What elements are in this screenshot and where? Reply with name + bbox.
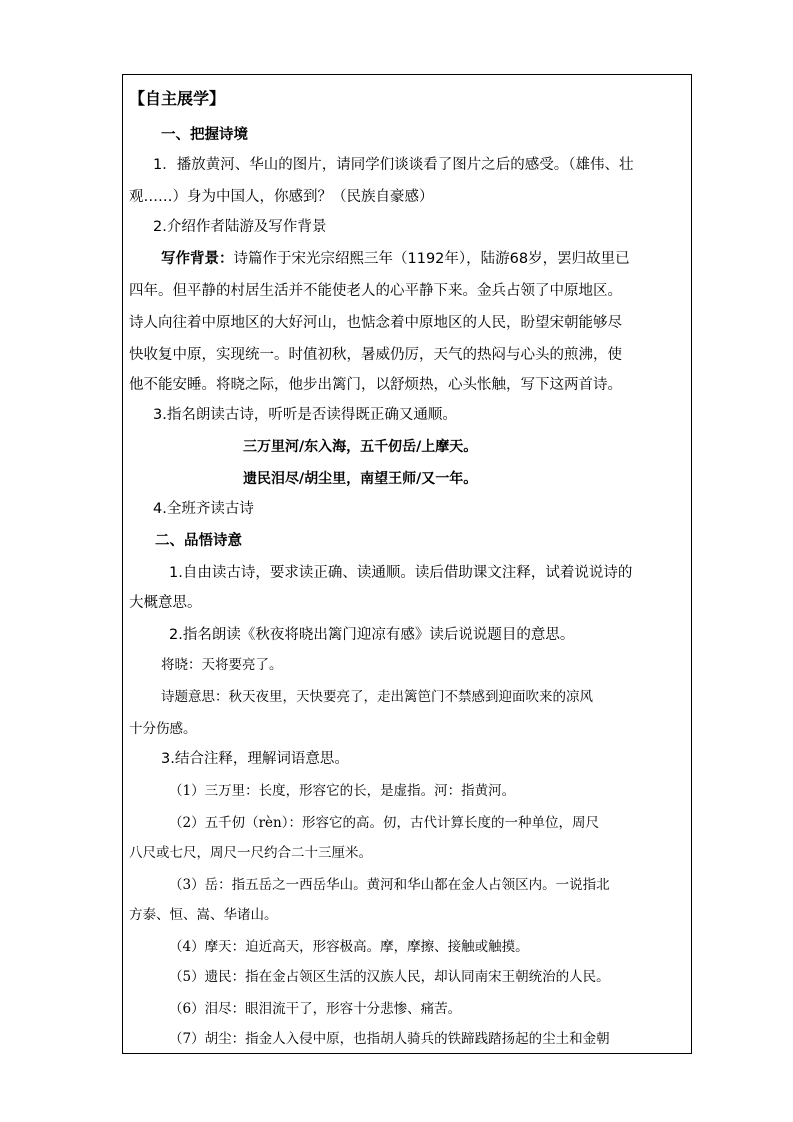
vocab-note-3-line-2: 方泰、恒、嵩、华诸山。 xyxy=(129,907,278,923)
heading-grasp-poem-context: 一、把握诗境 xyxy=(161,127,248,143)
step-4: 4.全班齐读古诗 xyxy=(153,501,254,517)
background-line-1 xyxy=(161,249,630,269)
vocab-note-3-line-1: （3）岳：指五岳之一西岳华山。黄河和华山都在金人占领区内。一说指北 xyxy=(169,877,610,893)
section-title: 【自主展学】 xyxy=(129,89,226,108)
background-text: 诗篇作于宋光宗绍熙三年（1192年），陆游68岁，罢归故里已 xyxy=(233,251,630,267)
background-line-4: 快收复中原，实现统一。时值初秋，暑威仍厉，天气的热闷与心头的煎沸，使 xyxy=(129,347,622,363)
vocab-note-7: （7）胡尘：指金人入侵中原，也指胡人骑兵的铁蹄践踏扬起的尘土和金朝 xyxy=(169,1031,610,1047)
step-1-line-1: 1．播放黄河、华山的图片，请同学们谈谈看了图片之后的感受。（雄伟、壮 xyxy=(153,157,634,173)
read-step-2: 2.指名朗读《秋夜将晓出篱门迎凉有感》读后说说题目的意思。 xyxy=(169,627,575,643)
vocab-note-2-line-1: （2）五千仞（rèn）：形容它的高。仞，古代计算长度的一种单位，周尺 xyxy=(169,815,599,831)
poem-line-1: 三万里河/东入海，五千仞岳/上摩天。 xyxy=(243,439,478,455)
vocab-note-4: （4）摩天：迫近高天，形容极高。摩，摩擦、接触或触摸。 xyxy=(169,939,529,955)
lesson-table-cell xyxy=(122,74,692,1054)
read-step-1-line-1: 1.自由读古诗，要求读正确、读通顺。读后借助课文注释，试着说说诗的 xyxy=(169,565,633,581)
read-step-3: 3.结合注释，理解词语意思。 xyxy=(161,751,349,767)
read-step-1-line-2: 大概意思。 xyxy=(129,595,202,611)
vocab-note-1: （1）三万里：长度，形容它的长，是虚指。河：指黄河。 xyxy=(169,783,516,799)
step-1-line-2: 观……）身为中国人，你感到？（民族自豪感） xyxy=(129,189,434,205)
background-label: 写作背景： xyxy=(161,251,234,267)
vocab-note-6: （6）泪尽：眼泪流干了，形容十分悲惨、痛苦。 xyxy=(169,1001,462,1017)
background-line-2: 四年。但平静的村居生活并不能使老人的心平静下来。金兵占领了中原地区。 xyxy=(129,283,622,299)
poem-line-2: 遗民泪尽/胡尘里，南望王师/又一年。 xyxy=(243,471,478,487)
title-meaning-line-1: 诗题意思：秋天夜里，天快要亮了，走出篱笆门不禁感到迎面吹来的凉风 xyxy=(161,689,593,705)
vocab-note-5: （5）遗民：指在金占领区生活的汉族人民，却认同南宋王朝统治的人民。 xyxy=(169,969,610,985)
step-2: 2.介绍作者陆游及写作背景 xyxy=(153,219,327,235)
vocab-note-2-line-2: 八尺或七尺，周尺一尺约合二十三厘米。 xyxy=(129,845,372,861)
heading-understand-meaning: 二、品悟诗意 xyxy=(155,533,242,549)
background-line-3: 诗人向往着中原地区的大好河山，也惦念着中原地区的人民，盼望宋朝能够尽 xyxy=(129,315,622,331)
step-3: 3.指名朗读古诗，听听是否读得既正确又通顺。 xyxy=(153,407,457,423)
jiangxiao-note: 将晓：天将要亮了。 xyxy=(161,657,283,673)
title-meaning-line-2: 十分伤感。 xyxy=(129,721,197,737)
background-line-5: 他不能安睡。将晓之际，他步出篱门，以舒烦热，心头怅触，写下这两首诗。 xyxy=(129,377,622,393)
